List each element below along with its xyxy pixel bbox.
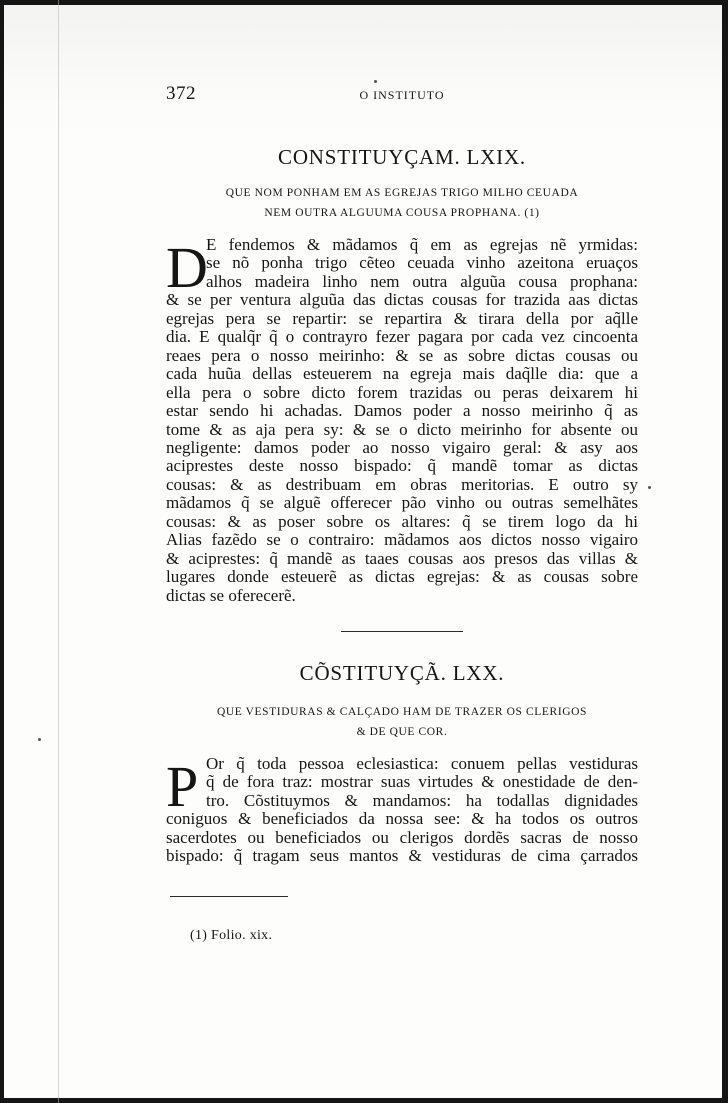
section-subtitle-lxx [166,702,638,742]
text-line: egrejas pera se repartir: se repartira & tirara della por aq̃lle [166,308,638,328]
text-line: & se per ventura alguũa das dictas cousas for trazida aas dictas [166,290,638,310]
footnote: (1) Folio. xix. [190,928,273,943]
margin-speck [38,738,41,741]
text-line: sacerdotes ou beneficiados ou clerigos dordẽs sacras de nosso [166,827,638,847]
drop-cap: D [166,235,208,300]
text-line: Alias fazẽdo se o contrairo: mãdamos aos dictos nosso vigairo [166,530,638,550]
text-line: dia. E qualq̃r q̃ o contrayro fezer pagara por cada vez cincoenta [166,327,638,347]
text-line: tro. Cõstituymos & mandamos: ha todallas dignidades [206,790,638,810]
page-edge-shadow [58,0,59,1103]
text-line: ella pera o sobre dicto forem trazidas ou peras deixarem hi [166,382,638,402]
text-line: q̃ de fora traz: mostrar suas virtudes & onestidade de den- [206,772,638,792]
text-line: E fendemos & mãdamos q̃ em as egrejas nẽ yrmidas: [206,235,638,254]
subtitle-line: & DE QUE COR. [356,726,448,738]
text-line: alhos madeira linho nem outra alguũa cousa prophana: [206,271,638,291]
margin-speck [374,80,377,83]
text-line: mãdamos q̃ se alguẽ offerecer pão vinho ou outras semelhãtes [166,493,638,513]
text-line: negligente: damos poder ao nosso vigairo geral: & asy aos [166,437,638,457]
text-line: bispado: q̃ tragam seus mantos & vestiduras de cima çarrados [166,846,638,866]
text-line: cousas: & as poser sobre os altares: q̃ se tirem logo da hi [166,511,638,531]
section-heading-lxix: CONSTITUYÇAM. LXIX. [278,145,526,169]
subtitle-line: QUE NOM PONHAM EM AS EGREJAS TRIGO MILHO CEUADA [225,187,579,199]
text-line: Or q̃ toda pessoa eclesiastica: conuem pellas vestiduras [206,754,638,773]
text-line: & aciprestes: q̃ mandẽ as taaes cousas aos presos das villas & [166,548,638,568]
section-body-lxix [166,236,638,616]
section-divider [341,631,463,632]
text-line: coniguos & beneficiados da nossa see: & ha todos os outros [166,809,638,829]
running-head-title: O INSTITUTO [359,88,445,102]
section-body-lxx [166,755,638,875]
text-line: aciprestes deste nosso bispado: q̃ mandẽ tomar as dictas [166,456,638,476]
text-line: estar sendo hi achadas. Damos poder a nosso meirinho q̃ as [166,401,638,421]
text-line: reaes pera o nosso meirinho: & se as sobre dictas cousas ou [166,345,638,365]
text-line: se nõ ponha trigo cẽteo ceuada vinho azeitona eruaços [206,253,638,273]
text-line: lugares donde esteuerẽ as dictas egrejas: & as cousas sobre [166,567,638,587]
page-number: 372 [166,83,196,104]
text-line: cada huũa dellas esteuerem na egreja mais daq̃lle dia: que a [166,364,638,384]
text-line: tome & as aja pera sy: & se o dicto meirinho for absente ou [166,419,638,439]
section-subtitle-lxix [166,183,638,223]
subtitle-line: NEM OUTRA ALGUUMA COUSA PROPHANA. (1) [264,207,540,219]
text-line: cousas: & as destribuam em obras meritorias. E outro sy [166,474,638,494]
text-line: dictas se oferecerẽ. [166,585,296,605]
section-heading-lxx: CÕSTITUYÇÃ. LXX. [299,661,505,685]
subtitle-line: QUE VESTIDURAS & CALÇADO HAM DE TRAZER OS CLERIGOS [216,706,588,718]
footnote-rule [170,896,288,897]
drop-cap: P [166,754,199,819]
running-head [166,83,638,109]
margin-speck [648,486,651,489]
